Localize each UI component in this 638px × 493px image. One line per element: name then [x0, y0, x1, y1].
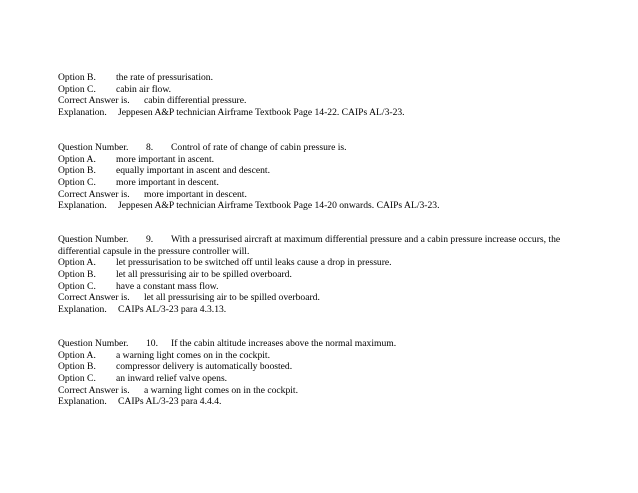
option-c-row: [58, 84, 580, 96]
option-a-row: [58, 257, 580, 269]
explanation-row: [58, 107, 580, 119]
option-c-label: Option C.: [58, 373, 96, 385]
option-a-label: Option A.: [58, 153, 96, 165]
option-a-row: [58, 154, 580, 166]
question-text: With a pressurised aircraft at maximum differential pressure and a cabin pressure increase occurs, the: [171, 234, 561, 245]
explanation-label: Explanation.: [58, 396, 107, 408]
option-b-label: Option B.: [58, 165, 96, 177]
question-10: [58, 338, 580, 408]
question-number-label: Question Number.: [58, 234, 129, 245]
correct-answer-label: Correct Answer is.: [58, 188, 130, 200]
question-number: 8.: [146, 142, 154, 153]
option-a-row: [58, 350, 580, 362]
question-7-continuation: [58, 72, 580, 119]
option-a-text: let pressurisation to be switched off until leaks cause a drop in pressure.: [116, 257, 392, 269]
option-c-text: cabin air flow.: [116, 83, 172, 95]
correct-answer-label: Correct Answer is.: [58, 292, 130, 304]
correct-answer-text: a warning light comes on in the cockpit.: [144, 384, 298, 396]
option-c-text: an inward relief valve opens.: [116, 373, 228, 385]
explanation-text: CAIPs AL/3-23 para 4.3.13.: [118, 304, 227, 316]
explanation-label: Explanation.: [58, 200, 107, 212]
correct-answer-text: cabin differential pressure.: [144, 95, 247, 107]
question-text: If the cabin altitude increases above the normal maximum.: [171, 338, 397, 349]
correct-answer-text: more important in descent.: [144, 188, 247, 200]
option-b-row: [58, 165, 580, 177]
option-b-text: the rate of pressurisation.: [116, 72, 213, 83]
question-row-continued: [58, 246, 580, 258]
question-number: 10.: [146, 338, 158, 349]
question-8: [58, 142, 580, 212]
option-b-text: let all pressurising air to be spilled overboard.: [116, 269, 292, 281]
question-row: [58, 142, 580, 154]
option-c-label: Option C.: [58, 83, 96, 95]
explanation-text: Jeppesen A&P technician Airframe Textbook Page 14-20 onwards. CAIPs AL/3-23.: [118, 200, 440, 212]
option-b-text: compressor delivery is automatically boosted.: [116, 361, 293, 373]
question-text: Control of rate of change of cabin pressure is.: [171, 142, 347, 153]
explanation-row: [58, 200, 580, 212]
correct-answer-row: [58, 95, 580, 107]
option-a-text: a warning light comes on in the cockpit.: [116, 349, 270, 361]
option-c-label: Option C.: [58, 280, 96, 292]
correct-answer-row: [58, 292, 580, 304]
correct-answer-row: [58, 189, 580, 201]
explanation-text: Jeppesen A&P technician Airframe Textbook Page 14-22. CAIPs AL/3-23.: [118, 107, 405, 119]
option-c-text: have a constant mass flow.: [116, 280, 219, 292]
option-c-row: [58, 281, 580, 293]
option-b-label: Option B.: [58, 361, 96, 373]
option-c-row: [58, 373, 580, 385]
explanation-row: [58, 396, 580, 408]
correct-answer-label: Correct Answer is.: [58, 95, 130, 107]
question-number-label: Question Number.: [58, 142, 129, 153]
explanation-row: [58, 304, 580, 316]
question-number: 9.: [146, 234, 154, 245]
option-c-label: Option C.: [58, 177, 96, 189]
option-b-text: equally important in ascent and descent.: [116, 165, 270, 177]
option-a-label: Option A.: [58, 349, 96, 361]
option-c-text: more important in descent.: [116, 177, 219, 189]
option-b-row: [58, 269, 580, 281]
option-b-label: Option B.: [58, 269, 96, 281]
question-text-continued: differential capsule in the pressure controller will.: [58, 245, 250, 257]
question-row: [58, 338, 580, 350]
question-number-label: Question Number.: [58, 338, 129, 349]
explanation-label: Explanation.: [58, 107, 107, 119]
correct-answer-row: [58, 385, 580, 397]
explanation-text: CAIPs AL/3-23 para 4.4.4.: [118, 396, 222, 408]
question-row: [58, 234, 580, 246]
option-a-label: Option A.: [58, 257, 96, 269]
question-9: [58, 234, 580, 316]
option-b-row: [58, 361, 580, 373]
option-c-row: [58, 177, 580, 189]
option-a-text: more important in ascent.: [116, 153, 215, 165]
explanation-label: Explanation.: [58, 304, 107, 316]
option-b-row: [58, 72, 580, 84]
correct-answer-label: Correct Answer is.: [58, 384, 130, 396]
option-b-label: Option B.: [58, 72, 96, 83]
correct-answer-text: let all pressurising air to be spilled overboard.: [144, 292, 320, 304]
